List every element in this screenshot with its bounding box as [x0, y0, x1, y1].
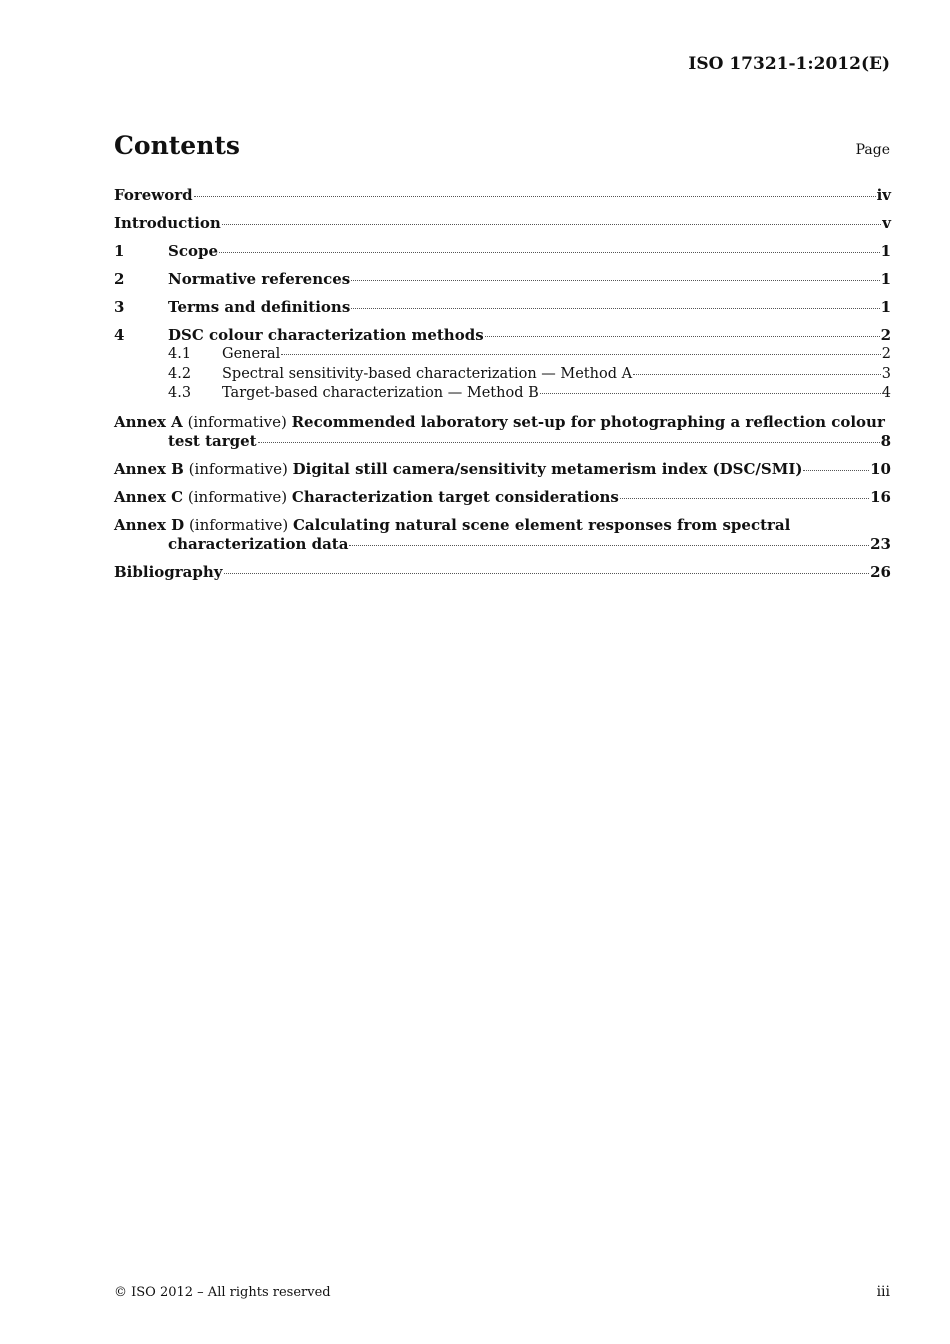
- page-title: Contents: [114, 131, 241, 160]
- annex-title: Recommended laboratory set-up for photographing a reflection colour: [291, 412, 885, 431]
- toc-entry-clause-1[interactable]: [114, 242, 891, 261]
- page-number: iii: [876, 1284, 890, 1300]
- annex-label: Annex A: [114, 412, 183, 431]
- subclause-number: 4.2: [168, 365, 192, 382]
- toc-page: 23: [870, 534, 891, 553]
- toc-page: 10: [870, 459, 891, 478]
- toc-title: Normative references: [168, 270, 351, 288]
- toc-entry-annex-c[interactable]: [114, 488, 891, 507]
- annex-heading-line: [114, 488, 619, 507]
- toc-page: 1: [880, 242, 891, 260]
- toc-page: v: [882, 214, 891, 232]
- toc-entry-bibliography[interactable]: [114, 563, 891, 582]
- annex-label: Annex B: [114, 459, 184, 478]
- page-column-label: Page: [855, 142, 890, 158]
- table-of-contents: [114, 186, 891, 582]
- toc-page: 2: [881, 346, 891, 362]
- dot-leader: [351, 307, 879, 309]
- annex-type: (informative): [182, 412, 292, 431]
- clause-number: 3: [114, 298, 125, 316]
- annex-type: (informative): [184, 515, 293, 534]
- toc-entry-subclause-4-1[interactable]: [114, 345, 891, 365]
- toc-title: Bibliography: [114, 562, 223, 581]
- toc-title: Foreword: [114, 186, 193, 204]
- clause-number: 4: [114, 326, 125, 344]
- toc-page: iv: [876, 186, 891, 204]
- toc-page: 26: [870, 562, 891, 581]
- annex-heading-line: [114, 516, 891, 535]
- toc-title: General: [222, 346, 281, 362]
- toc-entry-subclause-4-3[interactable]: [114, 384, 891, 404]
- annex-type: (informative): [183, 487, 292, 506]
- dot-leader: [281, 353, 880, 355]
- copyright-notice: © ISO 2012 – All rights reserved: [114, 1285, 331, 1300]
- toc-entry-subclause-4-2[interactable]: [114, 365, 891, 385]
- toc-page: 1: [880, 298, 891, 316]
- toc-title: Terms and definitions: [168, 298, 351, 316]
- annex-title: Calculating natural scene element responses from spectral: [292, 515, 791, 534]
- toc-entry-clause-4[interactable]: [114, 326, 891, 345]
- dot-leader: [224, 572, 870, 574]
- annex-heading-line: [114, 413, 891, 432]
- toc-entry-annex-d[interactable]: [114, 516, 891, 554]
- annex-label: Annex D: [114, 515, 185, 534]
- dot-leader: [540, 392, 881, 394]
- toc-page: 1: [880, 270, 891, 288]
- standard-id: ISO 17321-1:2012(E): [688, 54, 890, 74]
- annex-type: (informative): [183, 459, 293, 478]
- subclause-number: 4.3: [168, 385, 192, 401]
- annex-continuation-line: [168, 535, 891, 554]
- dot-leader: [803, 469, 869, 471]
- toc-page: 3: [881, 365, 891, 382]
- subclause-number: 4.1: [168, 346, 192, 362]
- annex-title: Characterization target considerations: [291, 487, 619, 506]
- dot-leader: [351, 279, 879, 281]
- annex-title-continued: test target: [168, 431, 257, 450]
- toc-page: 4: [881, 385, 891, 401]
- toc-page: 16: [870, 487, 891, 506]
- toc-page: 2: [880, 326, 891, 344]
- annex-title: Digital still camera/sensitivity metamerism index (DSC/SMI): [292, 459, 803, 478]
- toc-entry-annex-a[interactable]: [114, 413, 891, 451]
- toc-title: Target-based characterization — Method B: [222, 385, 539, 401]
- dot-leader: [349, 544, 869, 546]
- dot-leader: [258, 441, 880, 443]
- dot-leader: [633, 373, 881, 375]
- toc-page: 8: [880, 431, 891, 450]
- toc-title: Scope: [168, 242, 219, 260]
- toc-title: DSC colour characterization methods: [168, 326, 484, 344]
- toc-entry-foreword[interactable]: [114, 186, 891, 205]
- annex-title-continued: characterization data: [168, 534, 349, 553]
- dot-leader: [485, 335, 880, 337]
- annex-heading-line: [114, 460, 802, 479]
- toc-entry-annex-b[interactable]: [114, 460, 891, 479]
- dot-leader: [194, 195, 876, 197]
- annex-label: Annex C: [114, 487, 184, 506]
- toc-entry-clause-2[interactable]: [114, 270, 891, 289]
- toc-title: Introduction: [114, 214, 221, 232]
- dot-leader: [219, 251, 880, 253]
- toc-title: Spectral sensitivity-based characterization — Method A: [222, 365, 633, 382]
- dot-leader: [620, 497, 869, 499]
- annex-continuation-line: [168, 432, 891, 451]
- toc-entry-clause-3[interactable]: [114, 298, 891, 317]
- clause-number: 1: [114, 242, 125, 260]
- toc-entry-introduction[interactable]: [114, 214, 891, 233]
- clause-number: 2: [114, 270, 125, 288]
- dot-leader: [222, 223, 881, 225]
